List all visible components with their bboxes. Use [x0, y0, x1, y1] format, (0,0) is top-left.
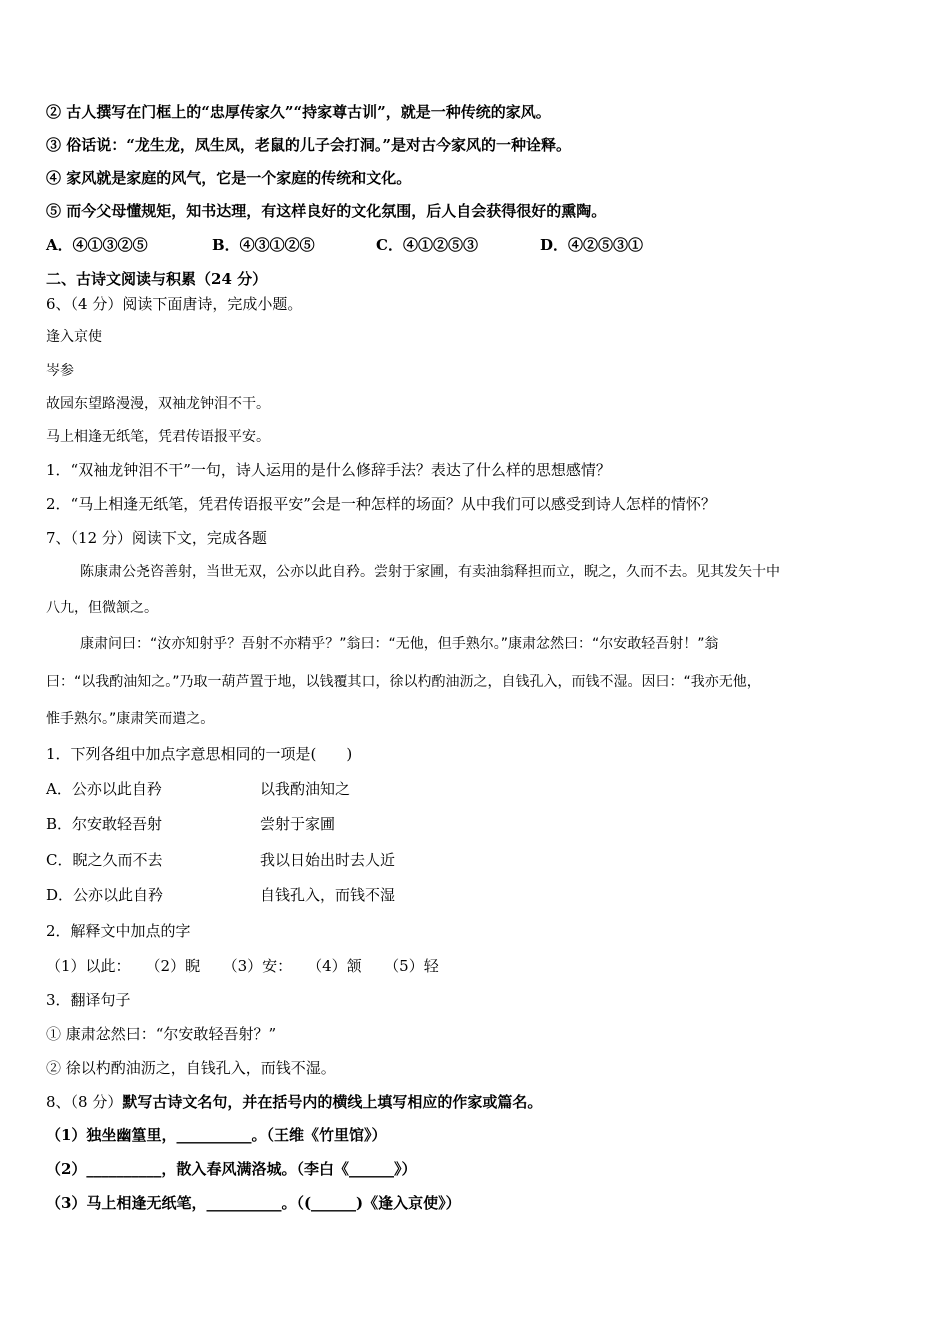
option-item-3: ③ 俗话说：“龙生龙，凤生凤，老鼠的儿子会打洞。”是对古今家风的一种诠释。 [46, 136, 571, 154]
q6-sub-2: 2．“马上相逢无纸笔，凭君传语报平安”会是一种怎样的场面？从中我们可以感受到诗人怎样的情怀？ [46, 495, 716, 513]
choice-b-left: B．尔安敢轻吾射 [46, 815, 163, 833]
option-item-5: ⑤ 而今父母懂规矩，知书达理，有这样良好的文化氛围，后人自会获得很好的熏陶。 [46, 202, 607, 220]
choice-a-left: A．公亦以此自矜 [46, 780, 162, 798]
passage-line: 曰：“以我酌油知之。”乃取一葫芦置于地，以钱覆其口，徐以杓酌油沥之，自钱孔入，而钱不湿。因曰：“我亦无他， [46, 674, 761, 690]
translate-item-2: ② 徐以杓酌油沥之，自钱孔入，而钱不湿。 [46, 1059, 336, 1077]
translate-item-1: ① 康肃忿然曰：“尔安敢轻吾射？” [46, 1025, 277, 1043]
q7-sub-3: 3．翻译句子 [46, 991, 131, 1009]
poem-line-2: 马上相逢无纸笔，凭君传语报平安。 [46, 429, 270, 445]
choice-c-right: 我以日始出时去人近 [260, 851, 396, 869]
q8-instruction: 默写古诗文名句，并在括号内的横线上填写相应的作家或篇名。 [122, 1093, 543, 1111]
q7-sub-2-items: （1）以此： （2）睨 （3）安： （4）颔 （5）轻 [46, 957, 439, 975]
passage-line: 八九，但微颔之。 [46, 600, 158, 616]
fill-blank-1: （1）独坐幽篁里，__________。（王维《竹里馆》） [46, 1126, 387, 1144]
fill-blank-2: （2）__________，散入春风满洛城。（李白《______》） [46, 1160, 417, 1178]
passage-line: 陈康肃公尧咨善射，当世无双，公亦以此自矜。尝射于家圃，有卖油翁释担而立，睨之，久而不去。见其发矢十中 [80, 564, 780, 580]
answer-option-c: C．④①②⑤③ [376, 236, 478, 254]
answer-option-d: D．④②⑤③① [540, 236, 644, 254]
fill-blank-3: （3）马上相逢无纸笔，__________。（(______)《逢入京使》） [46, 1194, 461, 1212]
poem-line-1: 故园东望路漫漫，双袖龙钟泪不干。 [46, 396, 270, 412]
option-item-4: ④ 家风就是家庭的风气，它是一个家庭的传统和文化。 [46, 169, 412, 187]
answer-option-a: A．④①③②⑤ [46, 236, 148, 254]
q7-sub-1: 1．下列各组中加点字意思相同的一项是( ) [46, 745, 353, 763]
q8-stem [46, 1091, 542, 1113]
answer-option-b: B．④③①②⑤ [212, 236, 315, 254]
poem-title: 逢入京使 [46, 329, 102, 345]
option-item-2: ② 古人撰写在门框上的“忠厚传家久”“持家尊古训”，就是一种传统的家风。 [46, 103, 551, 121]
q6-stem: 6、（4 分）阅读下面唐诗，完成小题。 [46, 295, 303, 313]
choice-d-right: 自钱孔入，而钱不湿 [260, 886, 396, 904]
choice-a-right: 以我酌油知之 [260, 780, 351, 798]
q7-stem: 7、（12 分）阅读下文，完成各题 [46, 529, 267, 547]
passage-line: 康肃问曰：“汝亦知射乎？吾射不亦精乎？”翁曰：“无他，但手熟尔。”康肃忿然曰：“尔安敢轻吾射！”翁 [80, 636, 719, 652]
section-heading: 二、古诗文阅读与积累（24 分） [46, 270, 268, 288]
q7-sub-2: 2．解释文中加点的字 [46, 922, 191, 940]
passage-line: 惟手熟尔。”康肃笑而遣之。 [46, 711, 215, 727]
q6-sub-1: 1．“双袖龙钟泪不干”一句，诗人运用的是什么修辞手法？表达了什么样的思想感情？ [46, 461, 611, 479]
q8-score: 8、（8 分） [46, 1093, 123, 1111]
poem-author: 岑参 [46, 363, 74, 379]
choice-b-right: 尝射于家圃 [260, 815, 336, 833]
choice-c-left: C．睨之久而不去 [46, 851, 163, 869]
choice-d-left: D．公亦以此自矜 [46, 886, 164, 904]
